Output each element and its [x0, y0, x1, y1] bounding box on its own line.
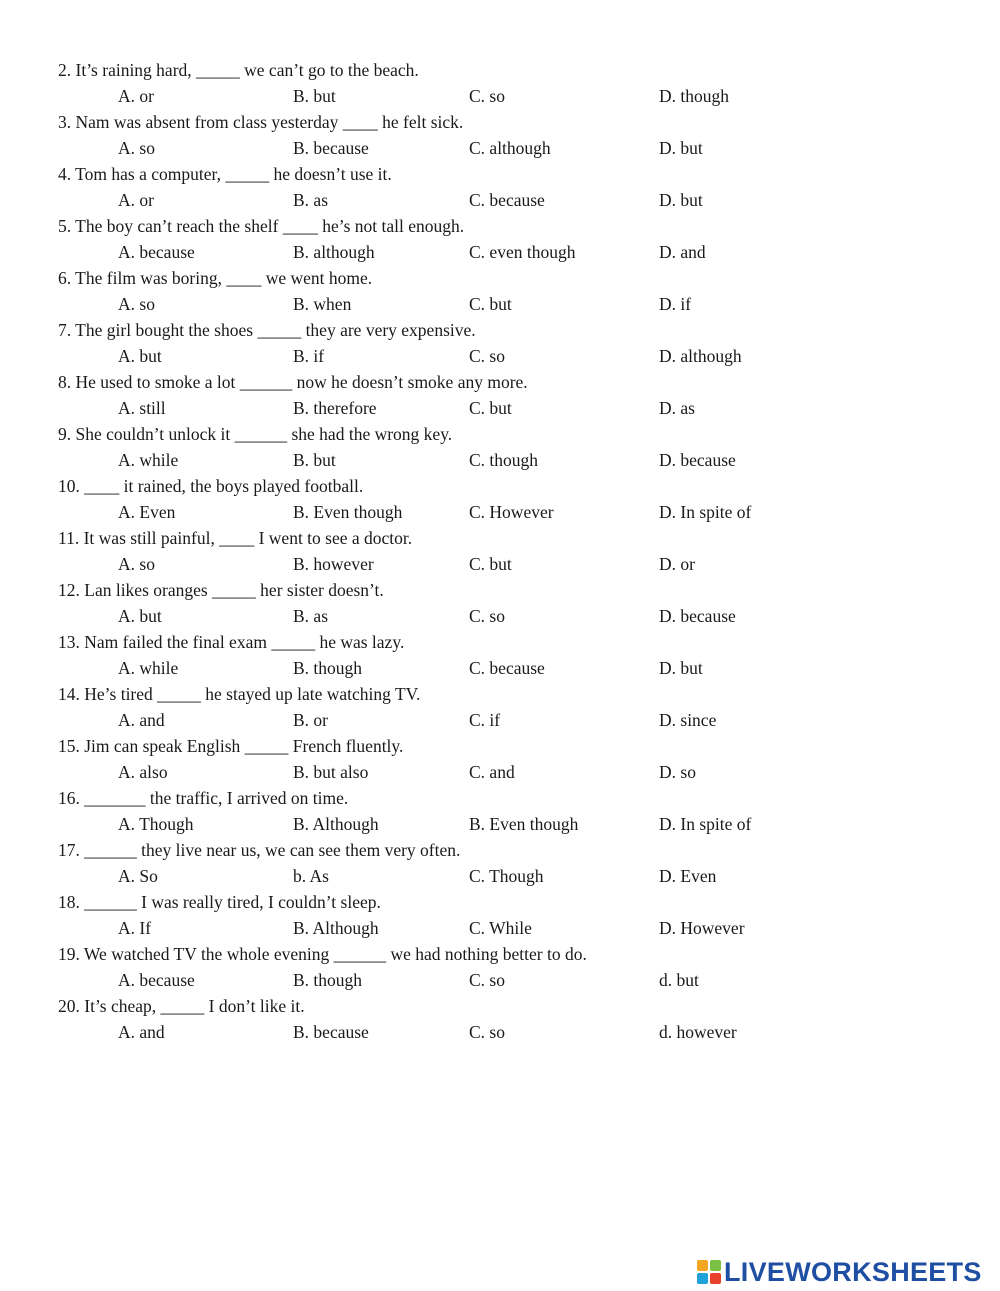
brand-name: LIVEWORKSHEETS: [724, 1257, 982, 1287]
answer-option-b[interactable]: B. but also: [293, 762, 369, 782]
answer-option-d[interactable]: D. and: [659, 242, 706, 262]
answer-option-d[interactable]: D. because: [659, 450, 736, 470]
question-stem: 18. ______ I was really tired, I couldn’t sleep.: [58, 892, 381, 912]
question-item: [58, 57, 958, 109]
answer-option-d[interactable]: D. In spite of: [659, 502, 752, 522]
question-item: [58, 213, 958, 265]
answer-option-a[interactable]: A. but: [118, 606, 162, 626]
answer-options: [58, 759, 958, 785]
question-item: [58, 109, 958, 161]
question-stem: 6. The film was boring, ____ we went home.: [58, 268, 373, 288]
answer-option-b[interactable]: B. or: [293, 710, 328, 730]
question-stem: 20. It’s cheap, _____ I don’t like it.: [58, 996, 305, 1016]
question-item: [58, 369, 958, 421]
answer-option-a[interactable]: A. and: [118, 710, 165, 730]
question-stem: 12. Lan likes oranges _____ her sister doesn’t.: [58, 580, 384, 600]
answer-options: [58, 499, 958, 525]
answer-option-a[interactable]: A. because: [118, 242, 195, 262]
logo-square-3: [697, 1273, 708, 1284]
question-item: [58, 265, 958, 317]
answer-option-d[interactable]: D. In spite of: [659, 814, 752, 834]
answer-option-a[interactable]: A. but: [118, 346, 162, 366]
answer-option-c[interactable]: C. and: [469, 762, 515, 782]
answer-option-b[interactable]: B. but: [293, 86, 336, 106]
answer-option-d[interactable]: D. but: [659, 190, 703, 210]
question-item: [58, 161, 958, 213]
answer-options: [58, 863, 958, 889]
answer-option-c[interactable]: C. However: [469, 502, 554, 522]
question-item: [58, 837, 958, 889]
answer-option-d[interactable]: D. since: [659, 710, 717, 730]
answer-option-a[interactable]: A. Even: [118, 502, 176, 522]
answer-option-d[interactable]: D. or: [659, 554, 695, 574]
answer-option-c[interactable]: C. but: [469, 398, 512, 418]
answer-options: [58, 707, 958, 733]
answer-option-a[interactable]: A. also: [118, 762, 168, 782]
answer-options: [58, 343, 958, 369]
question-stem: 19. We watched TV the whole evening ______ we had nothing better to do.: [58, 944, 587, 964]
question-stem: 9. She couldn’t unlock it ______ she had the wrong key.: [58, 424, 453, 444]
answer-option-c[interactable]: C. but: [469, 294, 512, 314]
question-stem: 8. He used to smoke a lot ______ now he doesn’t smoke any more.: [58, 372, 528, 392]
answer-option-c[interactable]: C. so: [469, 1022, 505, 1042]
answer-option-c[interactable]: C. although: [469, 138, 551, 158]
answer-option-b[interactable]: B. as: [293, 606, 328, 626]
answer-option-b[interactable]: b. As: [293, 866, 329, 886]
question-item: [58, 785, 958, 837]
answer-option-a[interactable]: A. If: [118, 918, 152, 938]
answer-option-d[interactable]: D. because: [659, 606, 736, 626]
answer-option-a[interactable]: A. So: [118, 866, 158, 886]
answer-option-a[interactable]: A. so: [118, 138, 155, 158]
answer-option-b[interactable]: B. if: [293, 346, 325, 366]
answer-option-b[interactable]: B. however: [293, 554, 374, 574]
question-item: [58, 941, 958, 993]
answer-options: [58, 291, 958, 317]
answer-option-a[interactable]: A. and: [118, 1022, 165, 1042]
answer-option-d[interactable]: D. as: [659, 398, 695, 418]
question-stem: 14. He’s tired _____ he stayed up late watching TV.: [58, 684, 421, 704]
answer-option-d[interactable]: D. although: [659, 346, 742, 366]
question-item: [58, 889, 958, 941]
logo-square-4: [710, 1273, 721, 1284]
worksheet: [58, 57, 958, 1045]
question-stem: 15. Jim can speak English _____ French fluently.: [58, 736, 404, 756]
answer-options: [58, 447, 958, 473]
question-stem: 3. Nam was absent from class yesterday ____ he felt sick.: [58, 112, 464, 132]
answer-option-c[interactable]: C. though: [469, 450, 539, 470]
answer-option-c[interactable]: B. Even though: [469, 814, 579, 834]
answer-option-c[interactable]: C. so: [469, 970, 505, 990]
answer-option-b[interactable]: B. Although: [293, 814, 379, 834]
answer-option-a[interactable]: A. or: [118, 190, 154, 210]
liveworksheets-brand[interactable]: [697, 1255, 982, 1289]
question-stem: 16. _______ the traffic, I arrived on time.: [58, 788, 349, 808]
answer-option-c[interactable]: C. if: [469, 710, 501, 730]
question-stem: 2. It’s raining hard, _____ we can’t go to the beach.: [58, 60, 419, 80]
question-stem: 10. ____ it rained, the boys played football.: [58, 476, 364, 496]
answer-option-d[interactable]: D. Even: [659, 866, 717, 886]
liveworksheets-logo-icon: [697, 1260, 721, 1284]
answer-option-a[interactable]: A. while: [118, 658, 179, 678]
answer-option-b[interactable]: B. therefore: [293, 398, 377, 418]
answer-option-d[interactable]: D. if: [659, 294, 692, 314]
answer-options: [58, 811, 958, 837]
logo-square-1: [697, 1260, 708, 1271]
answer-options: [58, 1019, 958, 1045]
question-stem: 17. ______ they live near us, we can see them very often.: [58, 840, 461, 860]
question-stem: 11. It was still painful, ____ I went to see a doctor.: [58, 528, 413, 548]
answer-option-d[interactable]: D. so: [659, 762, 696, 782]
answer-options: [58, 915, 958, 941]
question-stem: 13. Nam failed the final exam _____ he was lazy.: [58, 632, 405, 652]
answer-options: [58, 187, 958, 213]
question-item: [58, 421, 958, 473]
answer-option-b[interactable]: B. though: [293, 970, 363, 990]
answer-option-d[interactable]: d. but: [659, 970, 699, 990]
answer-option-c[interactable]: C. because: [469, 190, 545, 210]
answer-option-c[interactable]: C. Though: [469, 866, 544, 886]
question-item: [58, 577, 958, 629]
answer-option-b[interactable]: B. because: [293, 1022, 369, 1042]
answer-option-a[interactable]: A. still: [118, 398, 166, 418]
answer-option-d[interactable]: D. but: [659, 138, 703, 158]
answer-option-b[interactable]: B. as: [293, 190, 328, 210]
question-stem: 7. The girl bought the shoes _____ they are very expensive.: [58, 320, 476, 340]
question-item: [58, 681, 958, 733]
question-stem: 4. Tom has a computer, _____ he doesn’t use it.: [58, 164, 392, 184]
answer-option-c[interactable]: C. so: [469, 346, 505, 366]
answer-option-c[interactable]: C. but: [469, 554, 512, 574]
answer-option-a[interactable]: A. so: [118, 294, 155, 314]
logo-square-2: [710, 1260, 721, 1271]
answer-option-b[interactable]: B. Although: [293, 918, 379, 938]
answer-options: [58, 239, 958, 265]
answer-options: [58, 551, 958, 577]
answer-option-b[interactable]: B. although: [293, 242, 375, 262]
question-item: [58, 733, 958, 785]
question-item: [58, 993, 958, 1045]
answer-options: [58, 83, 958, 109]
answer-option-b[interactable]: B. Even though: [293, 502, 403, 522]
answer-options: [58, 655, 958, 681]
question-item: [58, 629, 958, 681]
question-stem: 5. The boy can’t reach the shelf ____ he’s not tall enough.: [58, 216, 465, 236]
answer-options: [58, 967, 958, 993]
question-item: [58, 473, 958, 525]
answer-option-a[interactable]: A. while: [118, 450, 179, 470]
answer-option-d[interactable]: D. though: [659, 86, 729, 106]
answer-option-c[interactable]: C. because: [469, 658, 545, 678]
answer-option-c[interactable]: C. While: [469, 918, 532, 938]
question-item: [58, 525, 958, 577]
answer-option-b[interactable]: B. when: [293, 294, 352, 314]
answer-option-a[interactable]: A. or: [118, 86, 154, 106]
answer-options: [58, 395, 958, 421]
answer-option-c[interactable]: C. even though: [469, 242, 576, 262]
answer-options: [58, 135, 958, 161]
answer-options: [58, 603, 958, 629]
answer-option-d[interactable]: d. however: [659, 1022, 737, 1042]
answer-option-c[interactable]: C. so: [469, 86, 505, 106]
answer-option-a[interactable]: A. because: [118, 970, 195, 990]
answer-option-d[interactable]: D. However: [659, 918, 745, 938]
question-item: [58, 317, 958, 369]
answer-option-a[interactable]: A. Though: [118, 814, 194, 834]
answer-option-c[interactable]: C. so: [469, 606, 505, 626]
answer-option-d[interactable]: D. but: [659, 658, 703, 678]
answer-option-b[interactable]: B. though: [293, 658, 363, 678]
answer-option-b[interactable]: B. because: [293, 138, 369, 158]
answer-option-a[interactable]: A. so: [118, 554, 155, 574]
answer-option-b[interactable]: B. but: [293, 450, 336, 470]
